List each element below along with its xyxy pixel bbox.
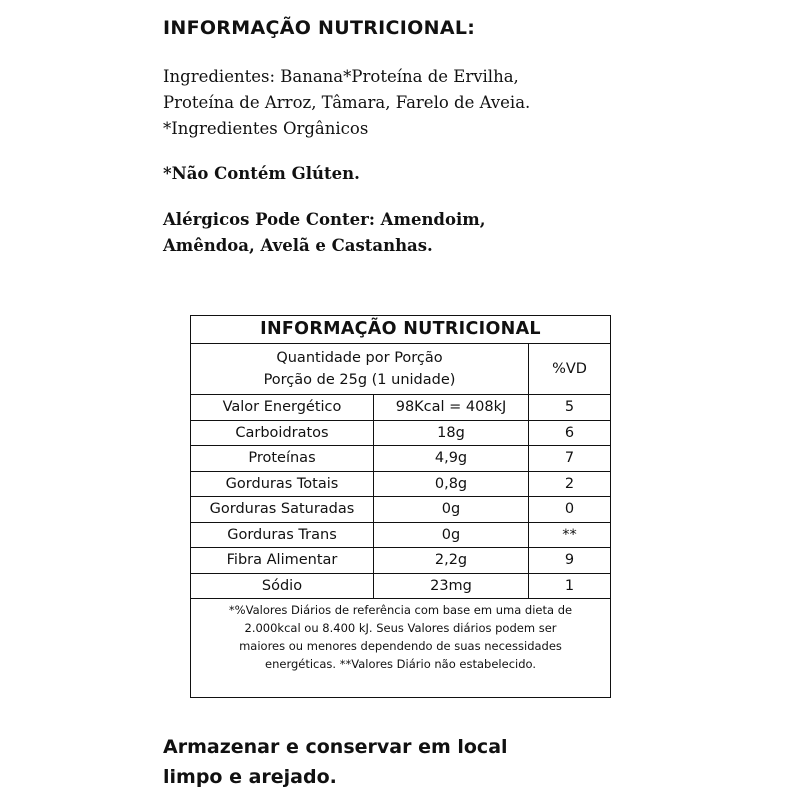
- page-heading: INFORMAÇÃO NUTRICIONAL:: [163, 17, 476, 39]
- table-row: [191, 573, 611, 599]
- nutrition-table: [190, 315, 611, 698]
- nutrient-vd: **: [529, 522, 611, 548]
- nutrient-name: Carboidratos: [191, 420, 374, 446]
- table-title-row: [191, 316, 611, 344]
- allergens-block: [163, 207, 485, 259]
- nutrient-amount: 4,9g: [374, 446, 529, 472]
- nutrient-name: Gorduras Trans: [191, 522, 374, 548]
- footnote-line-3: maiores ou menores dependendo de suas necessidades: [239, 639, 562, 653]
- ingredients-line-1: Ingredientes: Banana*Proteína de Ervilha,: [163, 67, 519, 86]
- allergens-line-1: Alérgicos Pode Conter: Amendoim,: [163, 210, 486, 229]
- allergens-line-2: Amêndoa, Avelã e Castanhas.: [163, 236, 433, 255]
- table-row: [191, 497, 611, 523]
- table-footnote-row: [191, 599, 611, 698]
- vd-header: %VD: [529, 344, 611, 395]
- table-footnote: [191, 599, 611, 698]
- footnote-line-2: 2.000kcal ou 8.400 kJ. Seus Valores diários podem ser: [244, 621, 557, 635]
- nutrient-vd: 0: [529, 497, 611, 523]
- nutrient-vd: 5: [529, 395, 611, 421]
- table-title: INFORMAÇÃO NUTRICIONAL: [191, 316, 611, 344]
- table-row: [191, 471, 611, 497]
- nutrient-name: Sódio: [191, 573, 374, 599]
- nutrient-vd: 2: [529, 471, 611, 497]
- nutrient-vd: 9: [529, 548, 611, 574]
- nutrient-amount: 18g: [374, 420, 529, 446]
- ingredients-line-2: Proteína de Arroz, Tâmara, Farelo de Aveia.: [163, 93, 531, 112]
- nutrient-amount: 2,2g: [374, 548, 529, 574]
- nutrient-name: Proteínas: [191, 446, 374, 472]
- table-row: [191, 446, 611, 472]
- ingredients-block: [163, 64, 530, 142]
- storage-instructions: [163, 732, 508, 792]
- nutrient-name: Valor Energético: [191, 395, 374, 421]
- nutrient-amount: 0g: [374, 497, 529, 523]
- nutrient-amount: 23mg: [374, 573, 529, 599]
- nutrient-vd: 6: [529, 420, 611, 446]
- footnote-line-1: *%Valores Diários de referência com base em uma dieta de: [228, 603, 573, 617]
- gluten-notice: *Não Contém Glúten.: [163, 164, 360, 183]
- nutrient-vd: 1: [529, 573, 611, 599]
- table-row: [191, 522, 611, 548]
- ingredients-line-3: *Ingredientes Orgânicos: [163, 119, 369, 138]
- portion-line-1: Quantidade por Porção: [276, 350, 443, 366]
- nutrient-amount: 0g: [374, 522, 529, 548]
- nutrient-name: Fibra Alimentar: [191, 548, 374, 574]
- nutrient-name: Gorduras Totais: [191, 471, 374, 497]
- table-portion-row: [191, 344, 611, 395]
- nutrient-name: Gorduras Saturadas: [191, 497, 374, 523]
- footnote-line-4: energéticas. **Valores Diário não estabelecido.: [265, 657, 536, 671]
- table-row: [191, 395, 611, 421]
- nutrient-amount: 98Kcal = 408kJ: [374, 395, 529, 421]
- storage-line-2: limpo e arejado.: [163, 766, 337, 788]
- portion-line-2: Porção de 25g (1 unidade): [263, 372, 456, 388]
- nutrient-amount: 0,8g: [374, 471, 529, 497]
- table-row: [191, 548, 611, 574]
- table-row: [191, 420, 611, 446]
- portion-info: [191, 344, 529, 395]
- storage-line-1: Armazenar e conservar em local: [163, 736, 508, 758]
- nutrient-vd: 7: [529, 446, 611, 472]
